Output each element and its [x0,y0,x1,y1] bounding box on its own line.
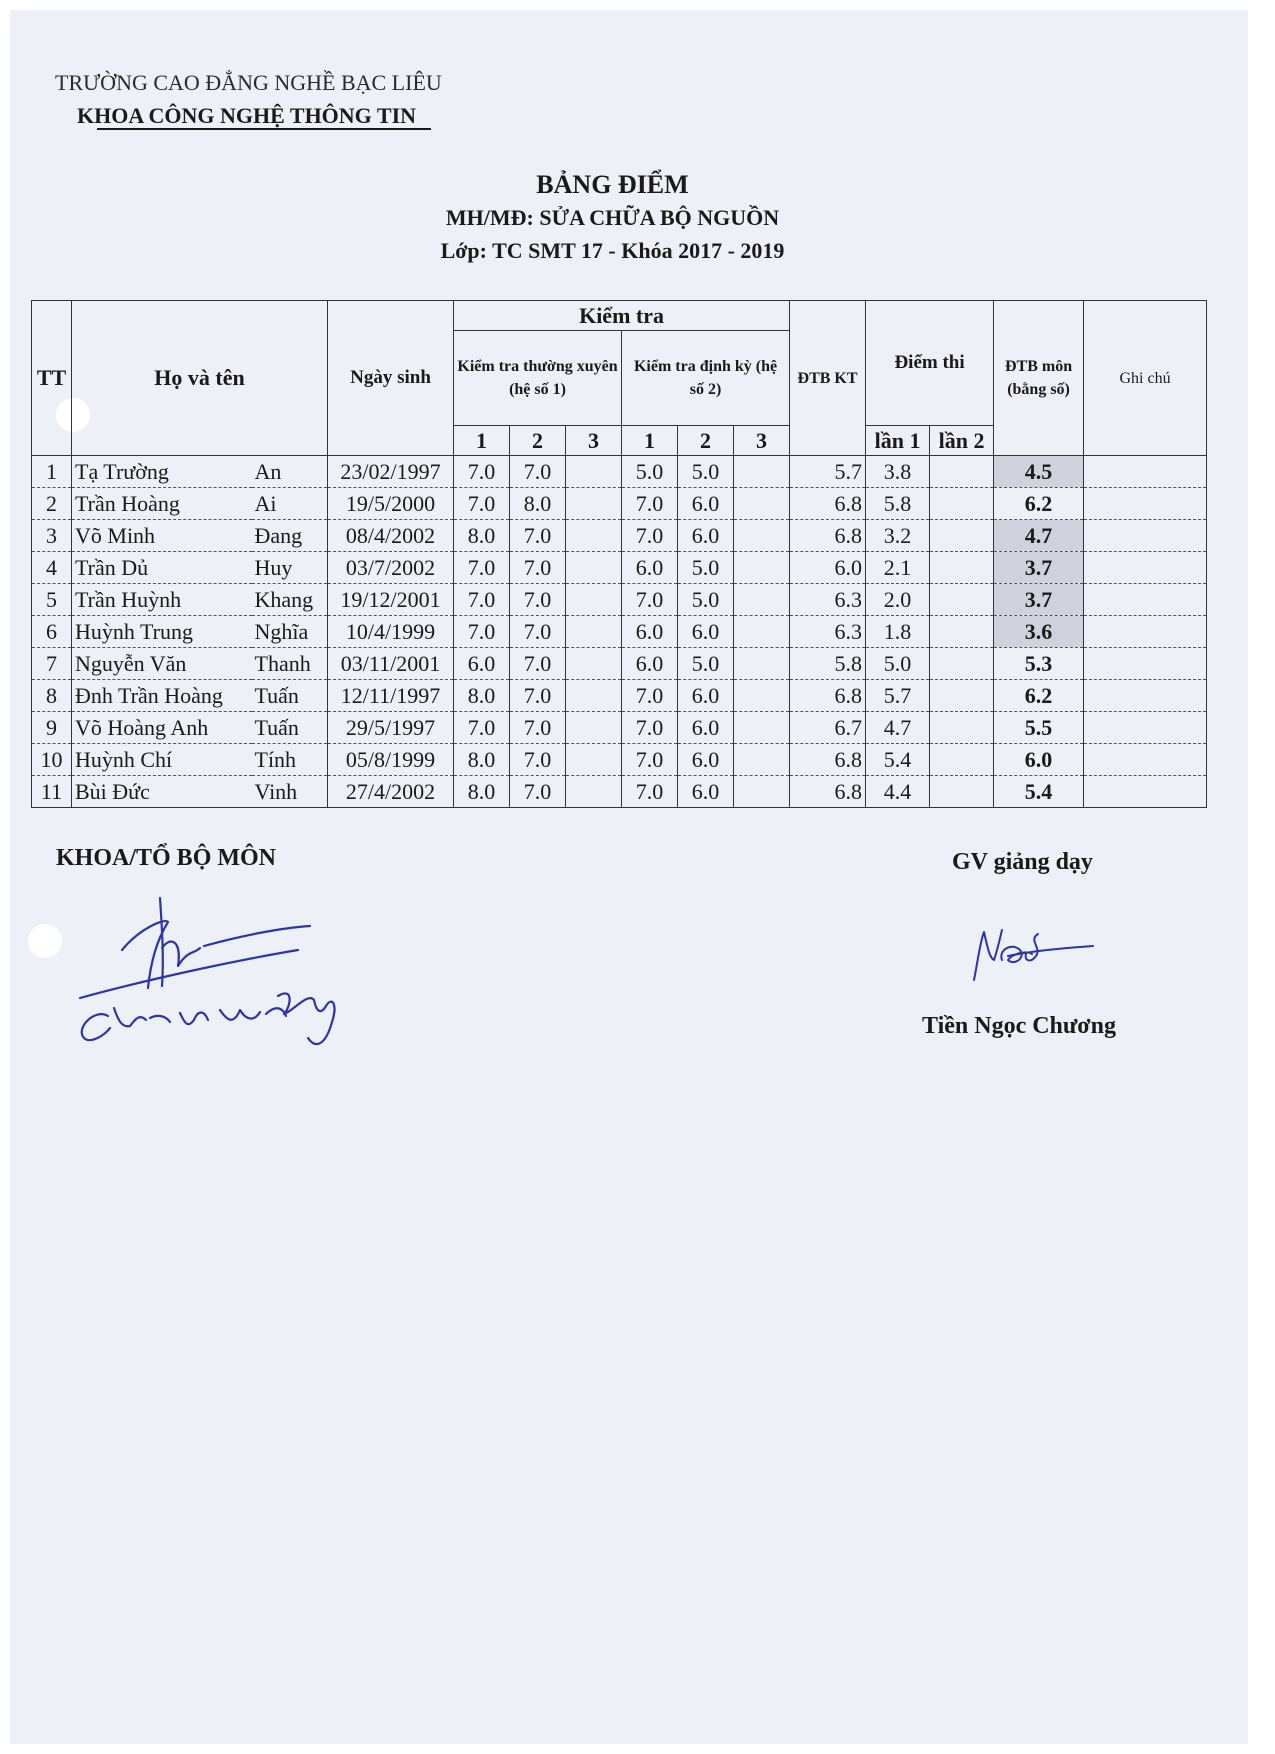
teacher-signature [968,920,1098,1000]
regular-score-3 [566,712,622,744]
punch-hole-bottom [28,924,62,958]
periodic-score-1: 7.0 [622,680,678,712]
student-dob: 05/8/1999 [328,744,454,776]
student-surname: Võ Minh [72,520,252,552]
regular-score-3 [566,520,622,552]
regular-score-2: 8.0 [510,488,566,520]
row-number: 4 [32,552,72,584]
regular-score-3 [566,680,622,712]
regular-score-1: 8.0 [454,520,510,552]
student-dob: 27/4/2002 [328,776,454,808]
test-average: 6.3 [790,616,866,648]
periodic-score-2: 5.0 [678,584,734,616]
regular-score-2: 7.0 [510,520,566,552]
exam-attempt-1: 2.1 [866,552,930,584]
department-signature-title: KHOA/TỔ BỘ MÔN [56,845,277,871]
student-given-name: Huy [252,552,328,584]
subject-average: 5.5 [994,712,1084,744]
header-kiem-tra: Kiểm tra [454,301,790,331]
test-average: 6.3 [790,584,866,616]
regular-score-2: 7.0 [510,744,566,776]
student-given-name: Ai [252,488,328,520]
note [1084,648,1207,680]
exam-attempt-2 [930,616,994,648]
student-given-name: Nghĩa [252,616,328,648]
student-dob: 03/11/2001 [328,648,454,680]
table-row [32,712,1207,744]
subject-average: 5.4 [994,776,1084,808]
student-surname: Tạ Trường [72,456,252,488]
exam-attempt-2 [930,488,994,520]
faculty-underline [97,128,431,130]
exam-attempt-1: 5.8 [866,488,930,520]
student-dob: 08/4/2002 [328,520,454,552]
row-number: 10 [32,744,72,776]
test-average: 6.8 [790,520,866,552]
periodic-score-3 [734,680,790,712]
table-row [32,488,1207,520]
exam-attempt-2 [930,552,994,584]
regular-score-3 [566,616,622,648]
regular-score-1: 6.0 [454,648,510,680]
periodic-score-1: 7.0 [622,776,678,808]
regular-score-2: 7.0 [510,456,566,488]
regular-score-2: 7.0 [510,680,566,712]
row-number: 7 [32,648,72,680]
student-given-name: Đang [252,520,328,552]
periodic-score-1: 7.0 [622,488,678,520]
header-dtb-mon: ĐTB môn (bằng số) [994,301,1084,456]
periodic-score-2: 5.0 [678,552,734,584]
school-name: TRƯỜNG CAO ĐẲNG NGHỀ BẠC LIÊU [55,70,442,95]
note [1084,488,1207,520]
note [1084,552,1207,584]
row-number: 2 [32,488,72,520]
exam-attempt-1: 5.4 [866,744,930,776]
subject-average: 6.0 [994,744,1084,776]
table-row [32,776,1207,808]
header-lan-2: lần 2 [930,426,994,456]
table-row [32,552,1207,584]
row-number: 8 [32,680,72,712]
periodic-score-3 [734,456,790,488]
table-row [32,456,1207,488]
periodic-score-3 [734,712,790,744]
subject-average: 3.7 [994,552,1084,584]
regular-score-1: 7.0 [454,712,510,744]
test-average: 6.8 [790,488,866,520]
header-name: Họ và tên [72,301,328,456]
exam-attempt-1: 4.4 [866,776,930,808]
header-periodic-3: 3 [734,426,790,456]
regular-score-2: 7.0 [510,552,566,584]
test-average: 6.8 [790,680,866,712]
grade-rows [32,456,1207,808]
periodic-score-2: 5.0 [678,456,734,488]
note [1084,520,1207,552]
regular-score-3 [566,552,622,584]
student-dob: 10/4/1999 [328,616,454,648]
student-surname: Trần Hoàng [72,488,252,520]
teacher-name: Tiền Ngọc Chương [922,1013,1116,1039]
test-average: 6.7 [790,712,866,744]
student-surname: Trần Dủ [72,552,252,584]
student-dob: 23/02/1997 [328,456,454,488]
row-number: 9 [32,712,72,744]
note [1084,744,1207,776]
table-row [32,680,1207,712]
student-dob: 03/7/2002 [328,552,454,584]
table-row [32,584,1207,616]
teacher-signature-title: GV giảng dạy [952,849,1093,875]
student-dob: 19/12/2001 [328,584,454,616]
student-dob: 12/11/1997 [328,680,454,712]
student-surname: Bùi Đức [72,776,252,808]
regular-score-2: 7.0 [510,648,566,680]
grade-table [31,300,1207,808]
exam-attempt-2 [930,776,994,808]
regular-score-1: 7.0 [454,616,510,648]
periodic-score-3 [734,776,790,808]
note [1084,712,1207,744]
header-tt: TT [32,301,72,456]
exam-attempt-1: 4.7 [866,712,930,744]
header-diem-thi: Điểm thi [866,301,994,426]
test-average: 6.0 [790,552,866,584]
note [1084,456,1207,488]
subject-average: 3.6 [994,616,1084,648]
header-dtb-kt: ĐTB KT [790,301,866,456]
row-number: 11 [32,776,72,808]
subject-average: 5.3 [994,648,1084,680]
page-title: BẢNG ĐIỂM [536,170,689,199]
header-ghi-chu: Ghi chú [1084,301,1207,456]
regular-score-1: 8.0 [454,744,510,776]
exam-attempt-1: 5.7 [866,680,930,712]
student-given-name: Tính [252,744,328,776]
periodic-score-1: 5.0 [622,456,678,488]
faculty-name: KHOA CÔNG NGHỆ THÔNG TIN [77,103,417,128]
subject-average: 6.2 [994,488,1084,520]
note [1084,680,1207,712]
regular-score-1: 7.0 [454,456,510,488]
periodic-score-2: 6.0 [678,616,734,648]
regular-score-3 [566,776,622,808]
regular-score-1: 8.0 [454,776,510,808]
department-signature [70,888,360,1058]
exam-attempt-1: 1.8 [866,616,930,648]
periodic-score-2: 6.0 [678,680,734,712]
student-given-name: Tuấn [252,712,328,744]
periodic-score-2: 6.0 [678,712,734,744]
student-surname: Huỳnh Trung [72,616,252,648]
row-number: 6 [32,616,72,648]
test-average: 5.8 [790,648,866,680]
note [1084,584,1207,616]
regular-score-1: 7.0 [454,488,510,520]
exam-attempt-2 [930,456,994,488]
student-dob: 19/5/2000 [328,488,454,520]
table-row [32,616,1207,648]
student-given-name: Khang [252,584,328,616]
periodic-score-1: 6.0 [622,616,678,648]
test-average: 5.7 [790,456,866,488]
row-number: 5 [32,584,72,616]
subject-title: MH/MĐ: SỬA CHỮA BỘ NGUỒN [445,205,780,230]
header-periodic-test: Kiểm tra định kỳ (hệ số 2) [622,331,790,426]
exam-attempt-2 [930,680,994,712]
student-surname: Trần Huỳnh [72,584,252,616]
table-row [32,744,1207,776]
subject-average: 4.5 [994,456,1084,488]
student-given-name: Tuấn [252,680,328,712]
note [1084,616,1207,648]
student-given-name: An [252,456,328,488]
table-row [32,648,1207,680]
regular-score-3 [566,648,622,680]
regular-score-1: 7.0 [454,552,510,584]
student-dob: 29/5/1997 [328,712,454,744]
exam-attempt-1: 2.0 [866,584,930,616]
header-regular-2: 2 [510,426,566,456]
subject-average: 3.7 [994,584,1084,616]
student-surname: Nguyễn Văn [72,648,252,680]
exam-attempt-2 [930,520,994,552]
exam-attempt-1: 5.0 [866,648,930,680]
regular-score-1: 7.0 [454,584,510,616]
student-given-name: Thanh [252,648,328,680]
student-given-name: Vinh [252,776,328,808]
periodic-score-1: 6.0 [622,552,678,584]
header-regular-1: 1 [454,426,510,456]
periodic-score-1: 6.0 [622,648,678,680]
exam-attempt-1: 3.8 [866,456,930,488]
regular-score-2: 7.0 [510,712,566,744]
periodic-score-2: 6.0 [678,488,734,520]
row-number: 3 [32,520,72,552]
periodic-score-1: 7.0 [622,712,678,744]
header-dob: Ngày sinh [328,301,454,456]
student-surname: Đnh Trần Hoàng [72,680,252,712]
test-average: 6.8 [790,776,866,808]
periodic-score-3 [734,488,790,520]
header-regular-test: Kiểm tra thường xuyên (hệ số 1) [454,331,622,426]
regular-score-2: 7.0 [510,584,566,616]
header-periodic-1: 1 [622,426,678,456]
periodic-score-1: 7.0 [622,584,678,616]
row-number: 1 [32,456,72,488]
periodic-score-3 [734,520,790,552]
periodic-score-2: 6.0 [678,520,734,552]
exam-attempt-2 [930,648,994,680]
regular-score-2: 7.0 [510,616,566,648]
exam-attempt-1: 3.2 [866,520,930,552]
exam-attempt-2 [930,584,994,616]
subject-average: 4.7 [994,520,1084,552]
subject-average: 6.2 [994,680,1084,712]
periodic-score-2: 6.0 [678,744,734,776]
periodic-score-2: 5.0 [678,648,734,680]
table-row [32,520,1207,552]
regular-score-3 [566,456,622,488]
regular-score-3 [566,488,622,520]
periodic-score-1: 7.0 [622,744,678,776]
regular-score-3 [566,744,622,776]
student-surname: Võ Hoàng Anh [72,712,252,744]
class-title: Lớp: TC SMT 17 - Khóa 2017 - 2019 [440,238,785,263]
regular-score-3 [566,584,622,616]
periodic-score-2: 6.0 [678,776,734,808]
periodic-score-3 [734,616,790,648]
exam-attempt-2 [930,744,994,776]
periodic-score-1: 7.0 [622,520,678,552]
regular-score-1: 8.0 [454,680,510,712]
regular-score-2: 7.0 [510,776,566,808]
periodic-score-3 [734,648,790,680]
periodic-score-3 [734,744,790,776]
header-lan-1: lần 1 [866,426,930,456]
note [1084,776,1207,808]
student-surname: Huỳnh Chí [72,744,252,776]
periodic-score-3 [734,584,790,616]
document-sheet [10,10,1248,1744]
test-average: 6.8 [790,744,866,776]
header-regular-3: 3 [566,426,622,456]
header-periodic-2: 2 [678,426,734,456]
exam-attempt-2 [930,712,994,744]
periodic-score-3 [734,552,790,584]
